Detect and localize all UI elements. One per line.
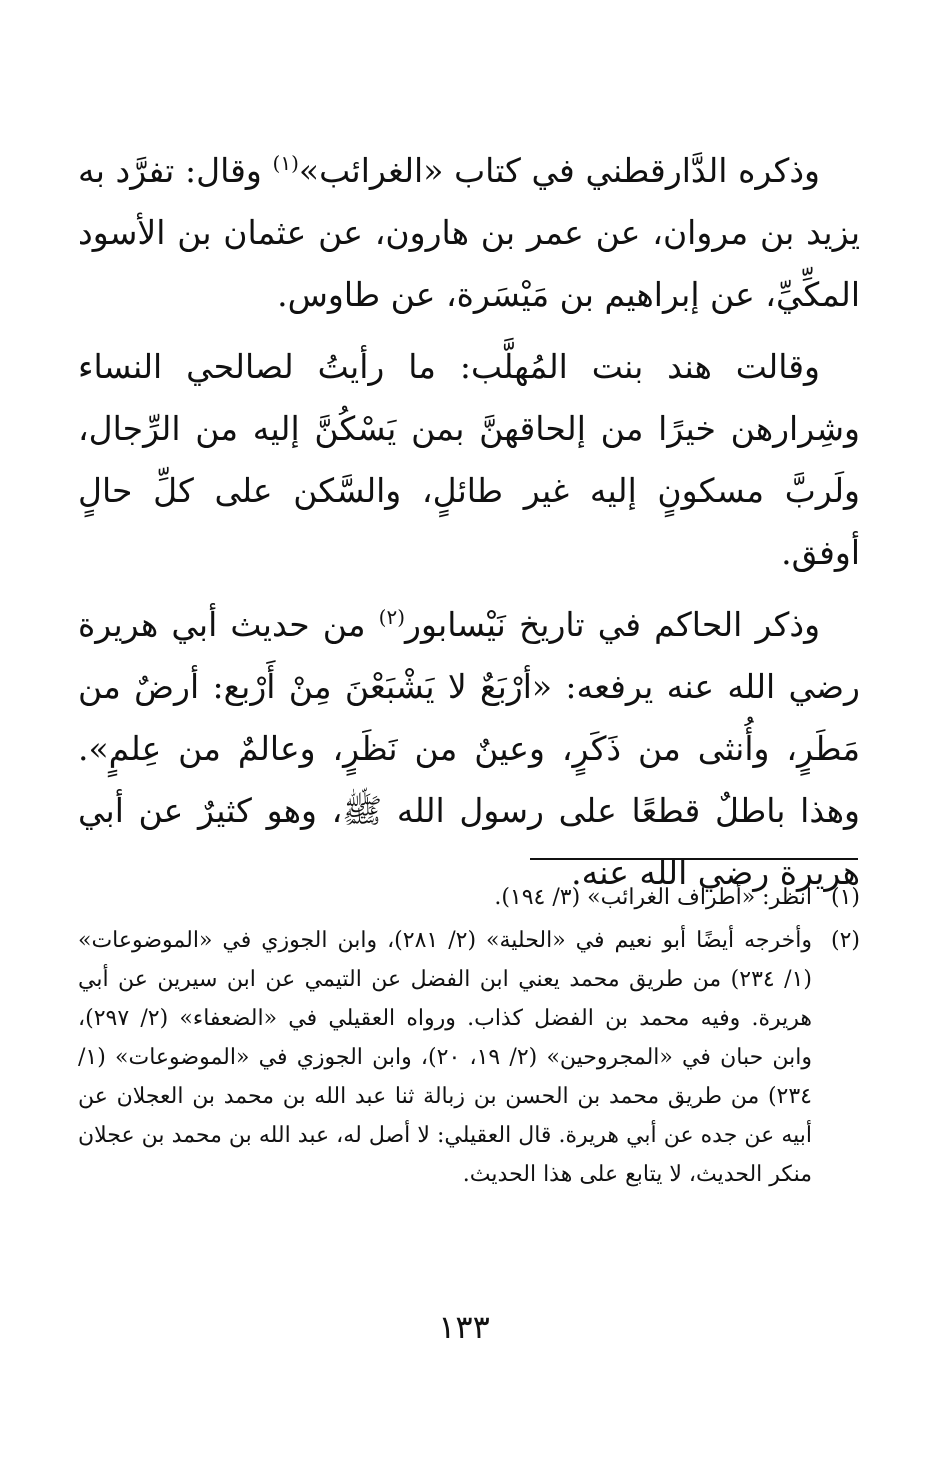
footnote-text: انظر: «أطراف الغرائب» (٣/ ١٩٤). <box>494 885 812 910</box>
paragraph-1-text: وذكره الدَّارقطني في كتاب «الغرائب» <box>298 151 820 190</box>
footnote-1 <box>78 878 860 917</box>
footnotes <box>78 878 860 1198</box>
footnote-ref-2[interactable]: (٢) <box>378 605 406 629</box>
footnote-number: (٢) <box>830 928 860 953</box>
paragraph-2: وقالت هند بنت المُهلَّب: ما رأيتُ لصالحي النساء وشِرارهن خيرًا من إلحاقهنَّ بمن يَسْكُنَّ إليه من الرِّجال، ولَربَّ مسكونٍ إليه غير طائلٍ، والسَّكن على كلِّ حالٍ أوفق. <box>78 347 860 572</box>
footnote-separator <box>530 858 858 860</box>
footnote-ref-1[interactable]: (١) <box>272 151 299 175</box>
paragraph-3-text: وذكر الحاكم في تاريخ نَيْسابور <box>405 605 820 644</box>
paragraph-1 <box>78 140 860 326</box>
footnote-number: (١) <box>830 885 860 910</box>
footnote-2 <box>78 921 860 1194</box>
paragraph-3-rest: من حديث أبي هريرة رضي الله عنه يرفعه: «أرْبَعٌ لا يَشْبَعْنَ مِنْ أَرْبع: أرضٌ من مَطَرٍ، وأُنثى من ذَكَرٍ، وعينٌ من نَظَرٍ، وعالمٌ من عِلمٍ». وهذا باطلٌ قطعًا على رسول الله ﷺ، وهو كثيرٌ عن أبي هريرة رضي الله عنه. <box>78 605 860 892</box>
footnote-text: وأخرجه أيضًا أبو نعيم في «الحلية» (٢/ ٢٨١)، وابن الجوزي في «الموضوعات» (١/ ٢٣٤) من طريق محمد يعني ابن الفضل عن التيمي عن ابن سيرين عن أبي هريرة. وفيه محمد بن الفضل كذاب. ورواه العقيلي في «الضعفاء» (٢/ ٢٩٧)، وابن حبان في «المجروحين» (٢/ ١٩، ٢٠)، وابن الجوزي في «الموضوعات» (١/ ٢٣٤) من طريق محمد بن الحسن بن زبالة ثنا عبد الله بن محمد بن العجلان عن أبيه عن جده عن أبي هريرة. قال العقيلي: لا أصل له، عبد الله بن محمد بن عجلان منكر الحديث، لا يتابع على هذا الحديث. <box>78 928 813 1187</box>
main-text <box>78 140 860 904</box>
page-number: ١٣٣ <box>438 1308 490 1346</box>
paragraph-1-rest: وقال: تفرَّد به يزيد بن مروان، عن عمر بن هارون، عن عثمان بن الأسود المكِّيِّ، عن إبراهيم بن مَيْسَرة، عن طاوس. <box>78 151 860 314</box>
